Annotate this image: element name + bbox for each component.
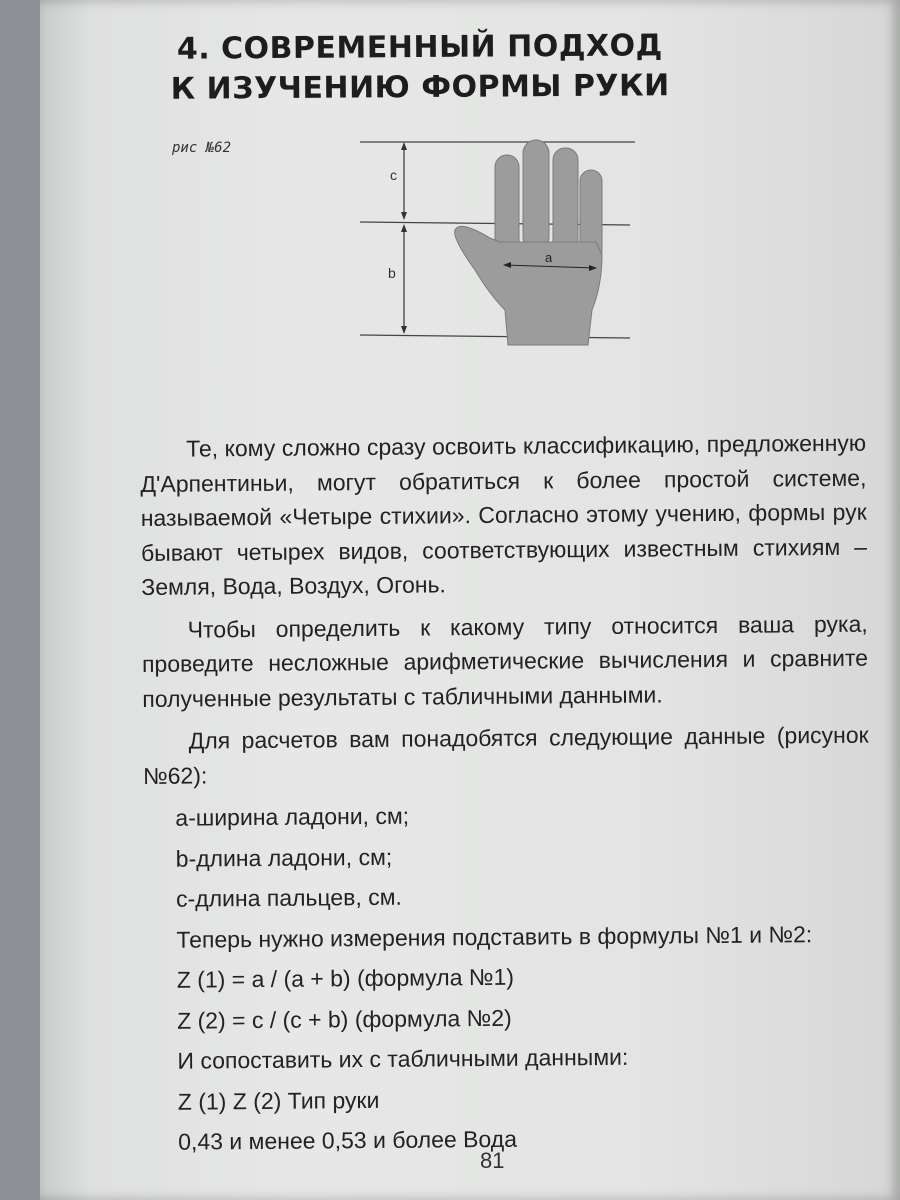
mark-b: b: [388, 265, 396, 281]
mark-a: a: [545, 250, 553, 265]
line-b-definition: b-длина ладони, см;: [175, 843, 393, 872]
formula-2: Z (2) = c / (c + b) (формула №2): [177, 1004, 512, 1034]
line-c-definition: с-длина пальцев, см.: [175, 883, 402, 912]
line-a-definition: а-ширина ладони, см;: [175, 802, 410, 831]
hand-illustration: [455, 140, 602, 345]
page-number: 81: [480, 1148, 505, 1173]
chapter-title-line-2: К ИЗУЧЕНИЮ ФОРМЫ РУКИ: [170, 68, 670, 107]
c-arrow-top: [401, 142, 407, 150]
paragraph-3: Для расчетов вам понадобятся следующие данные (рисунок №62):: [142, 721, 869, 789]
line-instructions: Теперь нужно измерения подставить в формулы №1 и №2:: [176, 920, 813, 953]
table-header: Z (1) Z (2) Тип руки: [177, 1086, 380, 1115]
figure-label: рис №62: [172, 140, 232, 156]
paragraph-2: Чтобы определить к какому типу относится ваша рука, проведите несложные арифметические вычисления и сравните полученные результаты с табличными данными.: [141, 610, 869, 712]
b-arrow-top: [401, 224, 407, 232]
formula-1: Z (1) = a / (a + b) (формула №1): [176, 963, 515, 993]
chapter-title: [170, 26, 671, 109]
book-page: [40, 0, 900, 1200]
b-arrow-bottom: [401, 326, 407, 334]
line-compare: И сопоставить их с табличными данными:: [177, 1043, 629, 1074]
hand-measurement-figure: [340, 120, 660, 360]
table-row: 0,43 и менее 0,53 и более Вода: [178, 1125, 518, 1155]
chapter-title-line-1: 4. СОВРЕМЕННЫЙ ПОДХОД: [176, 28, 663, 67]
mark-c: c: [390, 167, 397, 183]
paragraph-1: Те, кому сложно сразу освоить классификацию, предложенную Д'Арпентиньи, могут обратиться к более простой системе, называемой «Четыре стихии». Согласно этому учению, формы рук бывают четырех видов, соответствующих известным стихиям – Земля, Вода, Воздух, Огонь.: [140, 429, 868, 600]
c-arrow-bottom: [401, 212, 407, 220]
body-text: [140, 426, 872, 1166]
